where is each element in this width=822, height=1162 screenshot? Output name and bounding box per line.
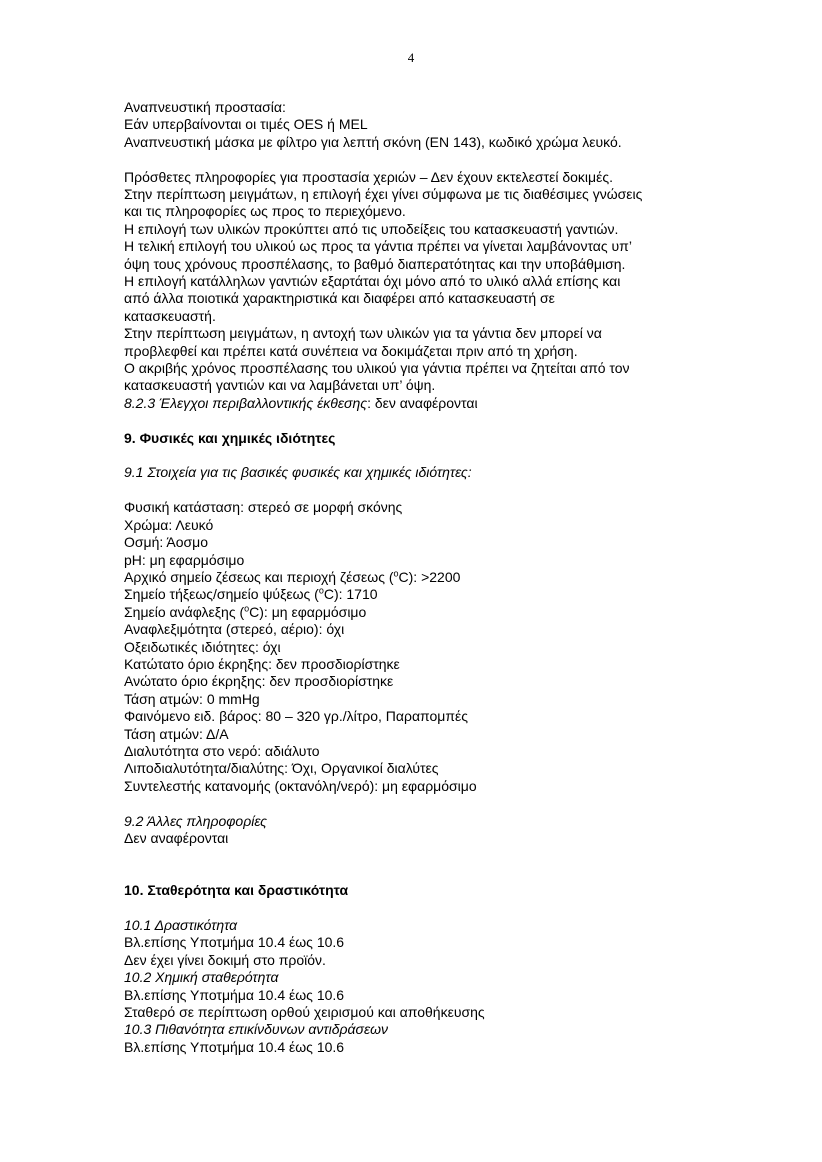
section-10-heading: 10. Σταθερότητα και δραστικότητα	[124, 882, 349, 899]
property-line	[124, 604, 704, 621]
section-9-heading: 9. Φυσικές και χημικές ιδιότητες	[124, 429, 336, 446]
gloves-line: και τις πληροφορίες ως προς το περιεχόμενο.	[124, 203, 406, 220]
document-body	[124, 99, 704, 1056]
respiratory-line: Εάν υπερβαίνονται οι τιμές OES ή MEL	[124, 116, 368, 133]
property-line: Οσμή: Άοσμο	[124, 534, 209, 551]
property-line: pH: μη εφαρμόσιμο	[124, 551, 245, 568]
property-line: Φαινόμενο ειδ. βάρος: 80 – 320 γρ./λίτρο, Παραπομπές	[124, 708, 469, 725]
property-line: Διαλυτότητα στο νερό: αδιάλυτο	[124, 742, 320, 759]
gloves-line: Η τελική επιλογή του υλικού ως προς τα γάντια πρέπει να γίνεται λαμβάνοντας υπ’	[124, 238, 632, 255]
degree-superscript: o	[244, 603, 250, 614]
property-line: Ανώτατο όριο έκρηξης: δεν προσδιορίστηκε	[124, 673, 394, 690]
property-line: Συντελεστής κατανομής (οκτανόλη/νερό): μη εφαρμόσιμο	[124, 777, 477, 794]
env-exposure-label: 8.2.3 Έλεγχοι περιβαλλοντικής έκθεσης	[124, 394, 368, 411]
property-line: Λιποδιαλυτότητα/διαλύτης: Όχι, Οργανικοί διαλύτες	[124, 760, 439, 777]
property-text: Σημείο τήξεως/σημείο ψύξεως (	[124, 586, 319, 603]
gloves-line: Στην περίπτωση μειγμάτων, η αντοχή των υλικών για τα γάντια δεν μπορεί να	[124, 325, 602, 342]
gloves-line: κατασκευαστή γαντιών και να λαμβάνεται υπ’ όψη.	[124, 377, 436, 394]
gloves-line: προβλεφθεί και πρέπει κατά συνέπεια να δοκιμάζεται πριν από τη χρήση.	[124, 342, 578, 359]
subsection-9-2-value: Δεν αναφέρονται	[124, 829, 229, 846]
gloves-line: όψη τους χρόνους προσπέλασης, το βαθμό διαπερατότητας και την υποβάθμιση.	[124, 255, 626, 272]
property-line: Αναφλεξιμότητα (στερεό, αέριο): όχι	[124, 621, 345, 638]
property-line	[124, 569, 704, 586]
subsection-9-2-heading: 9.2 Άλλες πληροφορίες	[124, 812, 267, 829]
gloves-line: Στην περίπτωση μειγμάτων, η επιλογή έχει γίνει σύμφωνα με τις διαθέσιμες γνώσεις	[124, 186, 643, 203]
subsection-10-1-heading: 10.1 Δραστικότητα	[124, 916, 238, 933]
subsection-line: Δεν έχει γίνει δοκιμή στο προϊόν.	[124, 951, 326, 968]
property-text: C): >2200	[398, 568, 461, 585]
property-line: Τάση ατμών: Δ/Α	[124, 725, 229, 742]
gloves-line: κατασκευαστή.	[124, 307, 216, 324]
property-text: Σημείο ανάφλεξης (	[124, 603, 245, 620]
degree-superscript: o	[393, 568, 399, 579]
property-line: Χρώμα: Λευκό	[124, 516, 214, 533]
subsection-line: Βλ.επίσης Υποτμήμα 10.4 έως 10.6	[124, 934, 345, 951]
property-text: Αρχικό σημείο ζέσεως και περιοχή ζέσεως (	[124, 568, 394, 585]
gloves-line: Η επιλογή κατάλληλων γαντιών εξαρτάται όχι μόνο από το υλικό αλλά επίσης και	[124, 273, 621, 290]
gloves-line: Η επιλογή των υλικών προκύπτει από τις υποδείξεις του κατασκευαστή γαντιών.	[124, 220, 619, 237]
env-exposure-line	[124, 395, 704, 412]
subsection-9-1-heading: 9.1 Στοιχεία για τις βασικές φυσικές και χημικές ιδιότητες:	[124, 464, 472, 481]
property-text: C): μη εφαρμόσιμο	[249, 603, 367, 620]
respiratory-title: Αναπνευστική προστασία:	[124, 99, 286, 115]
property-line: Κατώτατο όριο έκρηξης: δεν προσδιορίστηκε	[124, 655, 400, 672]
gloves-line: από άλλα ποιοτικά χαρακτηριστικά και διαφέρει από κατασκευαστή σε	[124, 290, 555, 307]
gloves-line: Πρόσθετες πληροφορίες για προστασία χεριών – Δεν έχουν εκτελεστεί δοκιμές.	[124, 168, 613, 185]
respiratory-line: Αναπνευστική μάσκα με φίλτρο για λεπτή σκόνη (EN 143), κωδικό χρώμα λευκό.	[124, 133, 622, 150]
subsection-line: Σταθερό σε περίπτωση ορθού χειρισμού και αποθήκευσης	[124, 1004, 485, 1020]
subsection-10-2-heading: 10.2 Χημική σταθερότητα	[124, 969, 279, 986]
property-line: Οξειδωτικές ιδιότητες: όχι	[124, 638, 281, 655]
property-line: Τάση ατμών: 0 mmHg	[124, 690, 260, 707]
property-text: C): 1710	[323, 586, 378, 603]
subsection-10-3-heading: 10.3 Πιθανότητα επικίνδυνων αντιδράσεων	[124, 1021, 389, 1038]
property-line: Φυσική κατάσταση: στερεό σε μορφή σκόνης	[124, 499, 403, 516]
subsection-line: Βλ.επίσης Υποτμήμα 10.4 έως 10.6	[124, 1038, 345, 1055]
env-exposure-value: : δεν αναφέρονται	[367, 394, 478, 411]
degree-superscript: o	[318, 585, 324, 596]
subsection-line: Βλ.επίσης Υποτμήμα 10.4 έως 10.6	[124, 986, 345, 1003]
property-line	[124, 586, 704, 603]
gloves-line: Ο ακριβής χρόνος προσπέλασης του υλικού για γάντια πρέπει να ζητείται από τον	[124, 360, 630, 377]
page-number: 4	[407, 50, 415, 65]
